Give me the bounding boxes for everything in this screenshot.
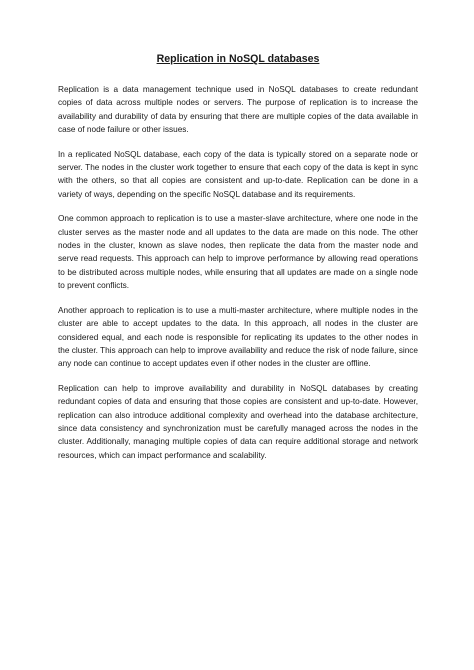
document-page [58,52,418,473]
paragraph-master-slave: One common approach to replication is to use a master-slave architecture, where one node in the cluster serves as the master node and all updates to the data are made on this node. The other nodes in the cluster, known as slave nodes, then replicate the data from the master node and serve read requests. This approach can help to improve performance by allowing read operations to be distributed across multiple nodes, while ensuring that all updates are made on a single node to prevent conflicts. [58,214,418,291]
paragraph-conclusion: Replication can help to improve availability and durability in NoSQL databases by creating redundant copies of data and ensuring that those copies are consistent and up-to-date. However, replication can also introduce additional complexity and overhead into the database architecture, since data consistency and synchronization must be carefully managed across the nodes in the cluster. Additionally, managing multiple copies of data can require additional storage and network resources, which can impact performance and scalability. [58,383,418,460]
document-title: Replication in NoSQL databases [156,53,320,65]
paragraph-intro: Replication is a data management technique used in NoSQL databases to create redundant copies of data across multiple nodes or servers. The purpose of replication is to increase the availability and durability of data by ensuring that there are multiple copies of the data available in case of node failure or other issues. [58,85,418,135]
paragraph-multi-master: Another approach to replication is to use a multi-master architecture, where multiple nodes in the cluster are able to accept updates to the data. In this approach, all nodes in the cluster are considered equal, and each node is responsible for replicating its updates to the other nodes in the cluster. This approach can help to improve availability and reduce the risk of node failure, since any node can continue to accept updates even if other nodes in the cluster are offline. [58,305,418,369]
paragraph-replicated-database: In a replicated NoSQL database, each copy of the data is typically stored on a separate node or server. The nodes in the cluster work together to ensure that each copy of the data is kept in sync with the others, so that all copies are consistent and up-to-date. Replication can be done in a variety of ways, depending on the specific NoSQL database and its requirements. [58,149,418,199]
